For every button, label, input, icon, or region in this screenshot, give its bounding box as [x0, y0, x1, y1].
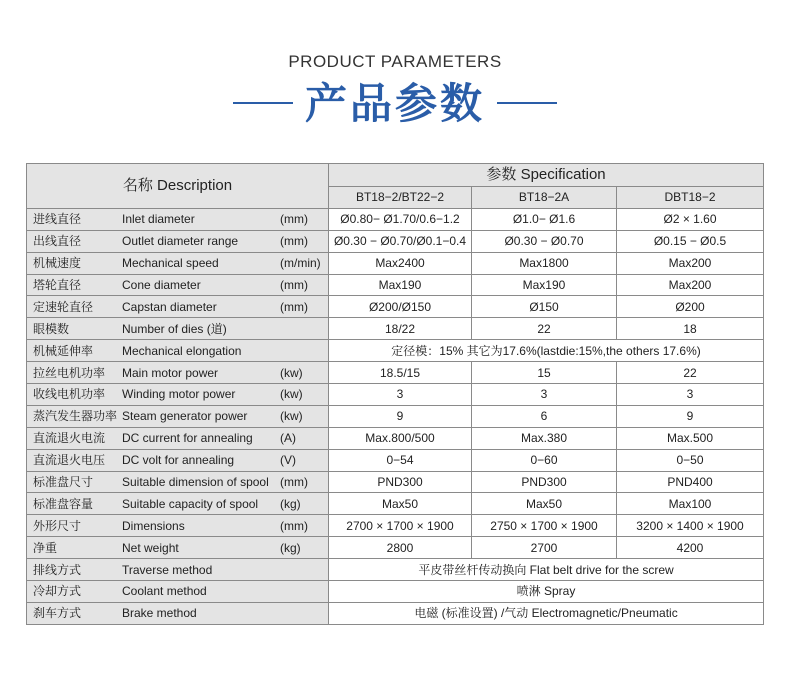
parameter-name-en: Suitable dimension of spool [122, 475, 269, 490]
parameter-name-cn: 拉丝电机功率 [33, 365, 106, 380]
parameter-name-cn: 蒸汽发生器功率 [33, 409, 118, 424]
parameter-unit: (mm) [280, 234, 308, 249]
value-cell: 2750 × 1700 × 1900 [472, 515, 617, 537]
parameter-name-en: Capstan diameter [122, 299, 217, 314]
parameter-name-en: Mechanical elongation [122, 343, 242, 358]
value-cell: Max1800 [472, 252, 617, 274]
description-header: 名称 Description [27, 164, 329, 209]
parameter-name-cn: 收线电机功率 [33, 387, 106, 402]
value-cell: Ø200 [617, 296, 764, 318]
parameter-name-en: Dimensions [122, 518, 185, 533]
merged-value-cell: 电磁 (标准设置) /气动 Electromagnetic/Pneumatic [329, 602, 764, 624]
parameter-name-en: Traverse method [122, 562, 213, 577]
value-cell: 4200 [617, 537, 764, 559]
table-row [27, 340, 764, 362]
value-cell: 15 [472, 362, 617, 384]
parameter-name-cn: 出线直径 [33, 234, 82, 249]
parameter-name-cn: 外形尺寸 [33, 518, 82, 533]
value-cell: Max50 [472, 493, 617, 515]
table-row [27, 602, 764, 624]
value-cell: 3 [617, 384, 764, 406]
value-cell: 9 [329, 405, 472, 427]
parameter-name-cn: 净重 [33, 540, 58, 555]
parameter-name-cn: 眼模数 [33, 321, 70, 336]
parameter-label-cell [27, 405, 329, 427]
parameter-unit: (mm) [280, 299, 308, 314]
value-cell: PND400 [617, 471, 764, 493]
parameter-label-cell [27, 208, 329, 230]
table-row [27, 449, 764, 471]
value-cell: 22 [617, 362, 764, 384]
value-cell: Max100 [617, 493, 764, 515]
parameter-name-cn: 塔轮直径 [33, 278, 82, 292]
merged-value-cell: 定径模：15% 其它为17.6%(lastdie:15%,the others 17.6%) [329, 340, 764, 362]
table-row [27, 274, 764, 296]
value-cell: 22 [472, 318, 617, 340]
parameter-name-en: Coolant method [122, 584, 207, 599]
parameter-name-en: DC volt for annealing [122, 453, 235, 468]
parameter-unit: (mm) [280, 475, 308, 490]
parameter-unit: (mm) [280, 518, 308, 533]
parameter-label-cell [27, 449, 329, 471]
value-cell: 18.5/15 [329, 362, 472, 384]
value-cell: Max.380 [472, 427, 617, 449]
value-cell: 3200 × 1400 × 1900 [617, 515, 764, 537]
value-cell: Max.500 [617, 427, 764, 449]
parameter-label-cell [27, 581, 329, 603]
value-cell: 2700 [472, 537, 617, 559]
value-cell: 0−50 [617, 449, 764, 471]
title-dash-right [497, 102, 557, 104]
table-row [27, 296, 764, 318]
parameter-name-en: Winding motor power [122, 387, 236, 402]
parameter-unit: (kg) [280, 496, 301, 511]
table-row [27, 208, 764, 230]
value-cell: PND300 [329, 471, 472, 493]
value-cell: Ø2 × 1.60 [617, 208, 764, 230]
parameter-unit: (kg) [280, 540, 301, 555]
parameter-unit: (A) [280, 431, 296, 446]
value-cell: PND300 [472, 471, 617, 493]
table-header-row [27, 164, 764, 187]
table-row [27, 581, 764, 603]
parameter-label-cell [27, 602, 329, 624]
parameters-table [26, 163, 764, 625]
value-cell: Ø0.80− Ø1.70/0.6−1.2 [329, 208, 472, 230]
table-row [27, 384, 764, 406]
value-cell: 3 [329, 384, 472, 406]
parameter-name-en: Brake method [122, 606, 197, 621]
model-header: DBT18−2 [617, 187, 764, 209]
parameter-name-cn: 冷却方式 [33, 584, 82, 599]
parameter-name-cn: 进线直径 [33, 212, 82, 227]
value-cell: Ø150 [472, 296, 617, 318]
parameter-unit [280, 560, 328, 580]
parameter-label-cell [27, 537, 329, 559]
model-header: BT18−2/BT22−2 [329, 187, 472, 209]
value-cell: 9 [617, 405, 764, 427]
parameter-unit: (kw) [280, 387, 303, 402]
parameter-label-cell [27, 252, 329, 274]
parameter-name-en: Inlet diameter [122, 212, 195, 227]
parameter-name-cn: 定速轮直径 [33, 299, 94, 314]
parameter-unit [280, 341, 328, 361]
parameter-unit: (mm) [280, 278, 308, 292]
parameter-label-cell [27, 340, 329, 362]
table-row [27, 252, 764, 274]
value-cell: 3 [472, 384, 617, 406]
parameter-label-cell [27, 471, 329, 493]
value-cell: Max190 [329, 274, 472, 296]
value-cell: Ø200/Ø150 [329, 296, 472, 318]
table-row [27, 537, 764, 559]
parameter-name-cn: 标准盘容量 [33, 496, 94, 511]
value-cell: 0−60 [472, 449, 617, 471]
parameter-unit [280, 319, 328, 339]
table-row [27, 230, 764, 252]
parameter-label-cell [27, 559, 329, 581]
parameter-name-en: Net weight [122, 540, 179, 555]
value-cell: Ø1.0− Ø1.6 [472, 208, 617, 230]
parameter-unit [280, 581, 328, 601]
parameter-name-en: Main motor power [122, 365, 219, 380]
parameter-name-en: Mechanical speed [122, 256, 219, 271]
value-cell: 6 [472, 405, 617, 427]
parameter-name-en: Suitable capacity of spool [122, 496, 259, 511]
parameter-label-cell [27, 318, 329, 340]
parameter-label-cell [27, 274, 329, 296]
value-cell: Ø0.15 − Ø0.5 [617, 230, 764, 252]
specification-header: 参数 Specification [329, 164, 764, 187]
value-cell: 2800 [329, 537, 472, 559]
parameter-name-cn: 直流退火电流 [33, 431, 106, 446]
value-cell: 0−54 [329, 449, 472, 471]
parameter-unit: (kw) [280, 409, 303, 424]
table-row [27, 318, 764, 340]
parameter-unit: (kw) [280, 365, 303, 380]
parameter-name-en: Steam generator power [122, 409, 248, 424]
value-cell: Ø0.30 − Ø0.70 [472, 230, 617, 252]
model-header: BT18−2A [472, 187, 617, 209]
parameter-label-cell [27, 362, 329, 384]
table-row [27, 362, 764, 384]
parameter-label-cell [27, 515, 329, 537]
subtitle: PRODUCT PARAMETERS [288, 52, 502, 71]
table-row [27, 559, 764, 581]
parameter-label-cell [27, 230, 329, 252]
parameter-name-cn: 直流退火电压 [33, 453, 106, 468]
parameter-name-cn: 机械速度 [33, 256, 82, 271]
parameter-unit: (V) [280, 453, 296, 468]
parameters-body [27, 208, 764, 624]
page-title: 产品参数 [304, 79, 485, 128]
parameter-name-cn: 标准盘尺寸 [33, 475, 94, 490]
parameter-name-cn: 机械延伸率 [33, 343, 94, 358]
value-cell: Max200 [617, 274, 764, 296]
value-cell: Max2400 [329, 252, 472, 274]
value-cell: Max50 [329, 493, 472, 515]
table-row [27, 515, 764, 537]
value-cell: 18 [617, 318, 764, 340]
value-cell: Max190 [472, 274, 617, 296]
parameter-label-cell [27, 493, 329, 515]
merged-value-cell: 平皮带丝杆传动换向 Flat belt drive for the screw [329, 559, 764, 581]
value-cell: 2700 × 1700 × 1900 [329, 515, 472, 537]
parameter-name-cn: 刹车方式 [33, 606, 82, 621]
parameter-unit: (mm) [280, 212, 308, 227]
table-row [27, 427, 764, 449]
parameter-label-cell [27, 296, 329, 318]
parameter-unit [280, 603, 328, 623]
parameter-name-cn: 排线方式 [33, 562, 82, 577]
parameter-label-cell [27, 384, 329, 406]
value-cell: 18/22 [329, 318, 472, 340]
parameter-name-en: Cone diameter [122, 278, 201, 292]
value-cell: Ø0.30 − Ø0.70/Ø0.1−0.4 [329, 230, 472, 252]
merged-value-cell: 喷淋 Spray [329, 581, 764, 603]
table-row [27, 471, 764, 493]
parameter-name-en: DC current for annealing [122, 431, 253, 446]
value-cell: Max.800/500 [329, 427, 472, 449]
table-row [27, 493, 764, 515]
parameter-label-cell [27, 427, 329, 449]
parameter-unit: (m/min) [280, 256, 321, 271]
table-row [27, 405, 764, 427]
parameter-name-en: Number of dies (道) [122, 321, 227, 336]
value-cell: Max200 [617, 252, 764, 274]
parameter-name-en: Outlet diameter range [122, 234, 239, 249]
